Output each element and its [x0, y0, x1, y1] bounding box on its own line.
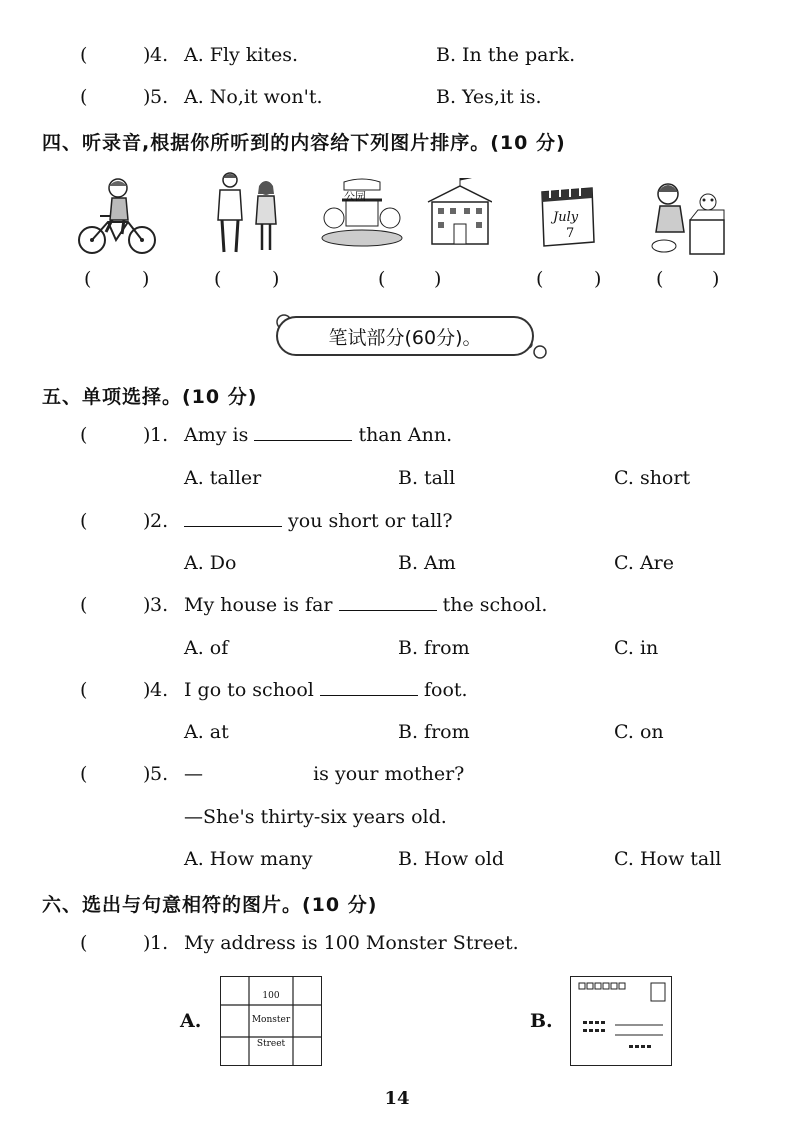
page-number: 14 — [384, 1088, 410, 1109]
answer-blank[interactable] — [209, 779, 307, 780]
answer-paren-open: ( — [80, 594, 88, 616]
item-number: 5. — [150, 763, 169, 785]
stem-pre: My house is far — [184, 594, 333, 616]
answer-blank[interactable] — [339, 610, 437, 611]
stem-post: foot. — [423, 679, 468, 701]
address-number: 100 — [262, 991, 280, 1001]
section-5-heading: 五、单项选择。(10 分) — [42, 386, 258, 408]
question-stem — [184, 679, 468, 701]
written-part-banner — [276, 316, 534, 356]
option-b: B. Yes,it is. — [436, 86, 542, 108]
section-6-heading: 六、选出与句意相符的图片。(10 分) — [42, 894, 378, 916]
answer-paren-close: ) — [143, 44, 151, 66]
question-stem — [184, 594, 547, 616]
stem-post: the school. — [442, 594, 548, 616]
question-stem — [184, 510, 453, 532]
option-a: A. Do — [184, 552, 237, 574]
item-number: 1. — [150, 424, 169, 446]
option-a-label: A. — [180, 1010, 202, 1032]
answer-paren-close: ) — [143, 594, 151, 616]
item-number: 3. — [150, 594, 169, 616]
stem-pre: I go to school — [184, 679, 314, 701]
dialogue-answer: —She's thirty-six years old. — [184, 806, 447, 828]
answer-paren-close: ) — [143, 510, 151, 532]
answer-paren-open: ( — [378, 268, 386, 290]
item-number: 5. — [150, 86, 169, 108]
option-b: B. from — [398, 637, 470, 659]
section-4-heading: 四、听录音,根据你所听到的内容给下列图片排序。(10 分) — [42, 132, 566, 154]
stem-post: you short or tall? — [288, 510, 453, 532]
answer-paren-close: ) — [143, 932, 151, 954]
option-b: B. from — [398, 721, 470, 743]
option-a: A. at — [184, 721, 229, 743]
stem-pre: Amy is — [184, 424, 249, 446]
question-text: My address is 100 Monster Street. — [184, 932, 519, 954]
answer-paren-open: ( — [214, 268, 222, 290]
address-street-word: Street — [256, 1039, 286, 1049]
man-and-woman-picture — [212, 172, 284, 256]
option-a: A. No,it won't. — [184, 86, 323, 108]
answer-paren-open: ( — [80, 763, 88, 785]
option-c: C. in — [614, 637, 659, 659]
option-b: B. Am — [398, 552, 456, 574]
answer-blank[interactable] — [254, 440, 352, 441]
option-b-label: B. — [530, 1010, 553, 1032]
stem-post: is your mother? — [313, 763, 465, 785]
calendar-month: July — [553, 210, 579, 225]
option-a: A. of — [184, 637, 229, 659]
option-a: A. Fly kites. — [184, 44, 299, 66]
envelope-drawing — [571, 977, 671, 1065]
banner-text: 笔试部分(60分)。 — [328, 326, 482, 349]
option-c: C. on — [614, 721, 664, 743]
address-grid-picture — [220, 976, 322, 1066]
answer-blank[interactable] — [184, 526, 282, 527]
answer-paren-close: ) — [143, 424, 151, 446]
calendar-day: 7 — [566, 226, 575, 241]
option-a: A. How many — [184, 848, 313, 870]
answer-blank[interactable] — [320, 695, 418, 696]
answer-paren-close: ) — [434, 268, 442, 290]
answer-paren-open: ( — [80, 932, 88, 954]
answer-paren-open: ( — [80, 679, 88, 701]
option-c: C. short — [614, 467, 691, 489]
answer-paren-open: ( — [80, 510, 88, 532]
answer-paren-close: ) — [143, 763, 151, 785]
item-number: 1. — [150, 932, 169, 954]
answer-paren-open: ( — [80, 86, 88, 108]
question-stem — [184, 424, 452, 446]
answer-paren-close: ) — [272, 268, 280, 290]
answer-paren-close: ) — [712, 268, 720, 290]
option-c: C. How tall — [614, 848, 722, 870]
option-b: B. How old — [398, 848, 505, 870]
option-a: A. taller — [184, 467, 262, 489]
answer-paren-close: ) — [143, 679, 151, 701]
option-b: B. In the park. — [436, 44, 576, 66]
stem-post: than Ann. — [358, 424, 453, 446]
item-number: 4. — [150, 679, 169, 701]
answer-paren-open: ( — [656, 268, 664, 290]
answer-paren-close: ) — [143, 86, 151, 108]
answer-paren-close: ) — [142, 268, 150, 290]
answer-paren-close: ) — [594, 268, 602, 290]
question-stem — [184, 763, 464, 785]
option-c: C. Are — [614, 552, 674, 574]
item-number: 4. — [150, 44, 169, 66]
stem-dash: — — [184, 763, 203, 785]
option-b: B. tall — [398, 467, 456, 489]
park-sign: 公园 — [344, 190, 366, 203]
boy-on-bike-picture — [76, 176, 158, 256]
envelope-picture — [570, 976, 672, 1066]
address-street-name: Monster — [251, 1015, 291, 1025]
answer-paren-open: ( — [84, 268, 92, 290]
item-number: 2. — [150, 510, 169, 532]
answer-paren-open: ( — [80, 44, 88, 66]
girl-with-box-picture — [648, 180, 728, 256]
answer-paren-open: ( — [536, 268, 544, 290]
answer-paren-open: ( — [80, 424, 88, 446]
